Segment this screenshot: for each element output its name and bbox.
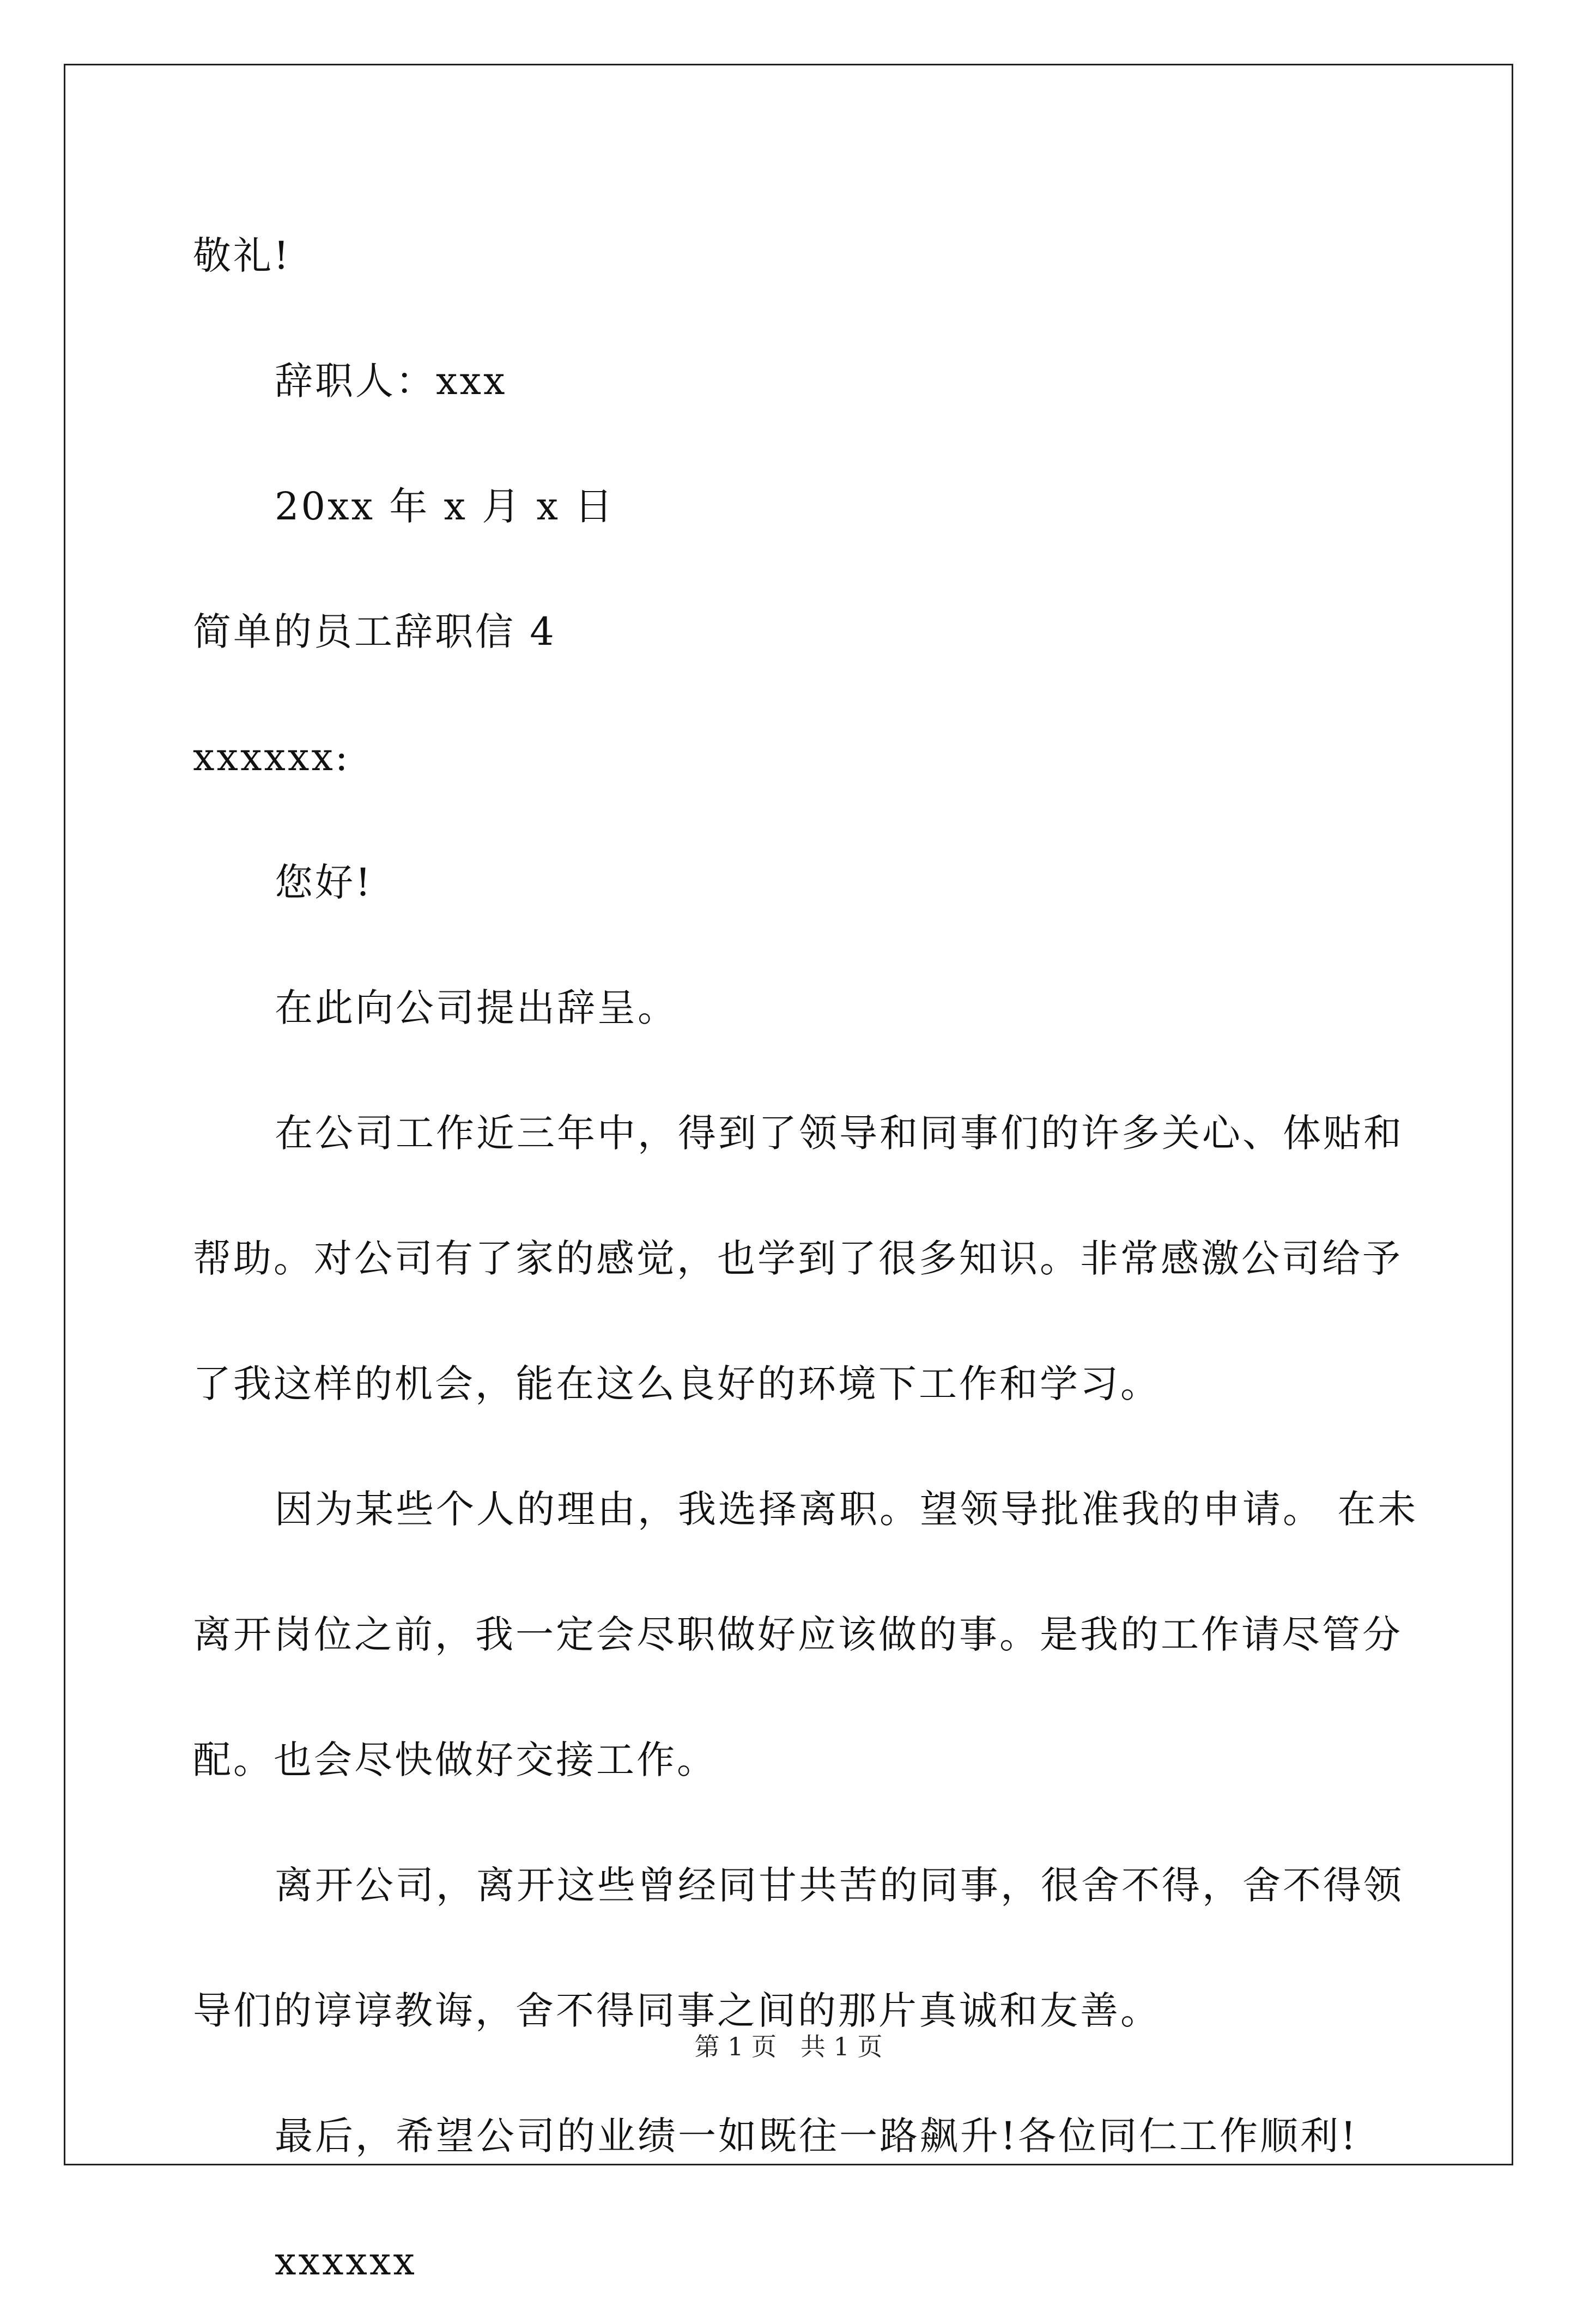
paragraph-line: 配。也会尽快做好交接工作。: [193, 1738, 717, 1782]
paragraph-line: 离开公司，离开这些曾经同甘共苦的同事，很舍不得，舍不得领: [275, 1863, 1404, 1908]
page-number-footer: 第 1 页 共 1 页: [694, 2032, 883, 2061]
paragraph-line: 离开岗位之前，我一定会尽职做好应该做的事。是我的工作请尽管分: [193, 1612, 1403, 1657]
paragraph-line: 在此向公司提出辞呈。: [275, 985, 678, 1030]
recipient-line: xxxxxx:: [193, 735, 350, 779]
date-line: 20xx 年 x 月 x 日: [275, 484, 615, 529]
signature-line: xxxxxx: [275, 2239, 417, 2284]
paragraph-line: 了我这样的机会，能在这么良好的环境下工作和学习。: [193, 1361, 1161, 1406]
section-title: 简单的员工辞职信 4: [193, 609, 556, 654]
signer-line: 辞职人：xxx: [275, 359, 507, 403]
closing-salutation: 敬礼!: [193, 233, 292, 278]
paragraph-line: 最后，希望公司的业绩一如既往一路飙升!各位同仁工作顺利!: [275, 2114, 1358, 2158]
paragraph-line: 帮助。对公司有了家的感觉，也学到了很多知识。非常感激公司给予: [193, 1236, 1403, 1281]
paragraph-line: 导们的谆谆教诲，舍不得同事之间的那片真诚和友善。: [193, 1988, 1161, 2033]
letter-body: [193, 193, 1418, 2324]
paragraph-line: 在公司工作近三年中，得到了领导和同事们的许多关心、体贴和: [275, 1111, 1404, 1155]
greeting-line: 您好!: [275, 860, 373, 905]
paragraph-line: 因为某些个人的理由，我选择离职。望领导批准我的申请。 在未: [275, 1487, 1418, 1532]
